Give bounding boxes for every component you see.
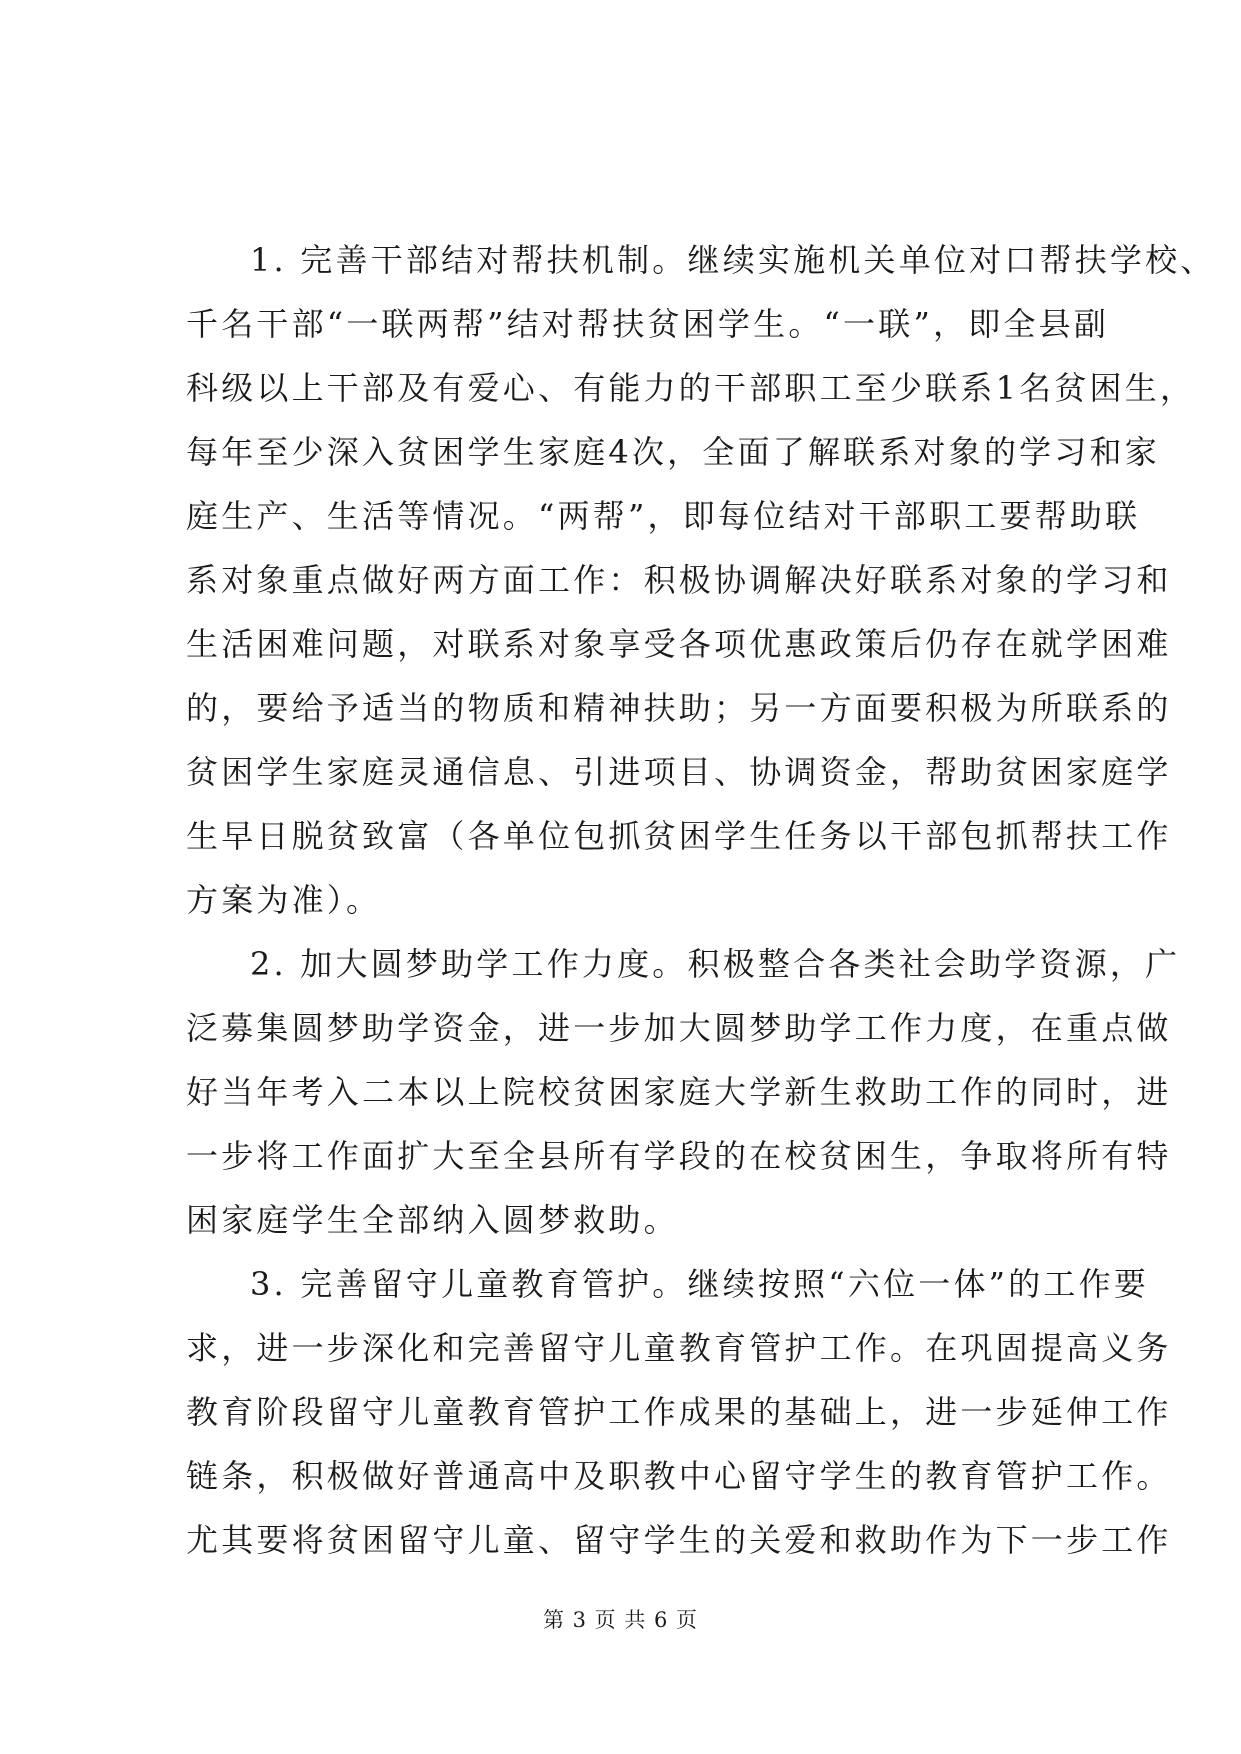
text-line: 的，要给予适当的物质和精神扶助；另一方面要积极为所联系的 xyxy=(186,689,1172,727)
text-line: 泛募集圆梦助学资金，进一步加大圆梦助学工作力度，在重点做 xyxy=(186,1009,1172,1047)
text-line: 一步将工作面扩大至全县所有学段的在校贫困生，争取将所有特 xyxy=(186,1137,1172,1175)
text-line: 系对象重点做好两方面工作：积极协调解决好联系对象的学习和 xyxy=(186,561,1172,599)
page-footer xyxy=(0,1604,1241,1634)
text-line: 尤其要将贫困留守儿童、留守学生的关爱和救助作为下一步工作 xyxy=(186,1521,1172,1559)
paragraph-2 xyxy=(186,932,1181,1252)
text-line: 每年至少深入贫困学生家庭4次，全面了解联系对象的学习和家 xyxy=(186,433,1160,471)
paragraph-1 xyxy=(186,228,1216,932)
text-line: 链条，积极做好普通高中及职教中心留守学生的教育管护工作。 xyxy=(186,1457,1172,1495)
text-line: 方案为准）。 xyxy=(186,881,382,919)
text-line: 科级以上干部及有爱心、有能力的干部职工至少联系1名贫困生， xyxy=(186,369,1196,407)
text-line: 庭生产、生活等情况。“两帮”，即每位结对干部职工要帮助联 xyxy=(186,497,1141,535)
text-line: 贫困学生家庭灵通信息、引进项目、协调资金，帮助贫困家庭学 xyxy=(186,753,1172,791)
text-line: 2. 加大圆梦助学工作力度。积极整合各类社会助学资源，广 xyxy=(250,945,1181,983)
text-line: 好当年考入二本以上院校贫困家庭大学新生救助工作的同时，进 xyxy=(186,1073,1172,1111)
page-number: 第 3 页 共 6 页 xyxy=(542,1608,699,1632)
paragraph-3 xyxy=(186,1252,1172,1572)
document-body xyxy=(186,228,1216,1572)
text-line: 3. 完善留守儿童教育管护。继续按照“六位一体”的工作要 xyxy=(250,1265,1150,1303)
text-line: 教育阶段留守儿童教育管护工作成果的基础上，进一步延伸工作 xyxy=(186,1393,1172,1431)
text-line: 千名干部“一联两帮”结对帮扶贫困学生。“一联”，即全县副 xyxy=(186,305,1110,343)
text-line: 1. 完善干部结对帮扶机制。继续实施机关单位对口帮扶学校、 xyxy=(250,241,1216,279)
text-line: 求，进一步深化和完善留守儿童教育管护工作。在巩固提高义务 xyxy=(186,1329,1172,1367)
text-line: 生活困难问题，对联系对象享受各项优惠政策后仍存在就学困难 xyxy=(186,625,1172,663)
text-line: 困家庭学生全部纳入圆梦救助。 xyxy=(186,1201,679,1239)
text-line: 生早日脱贫致富（各单位包抓贫困学生任务以干部包抓帮扶工作 xyxy=(186,817,1172,855)
